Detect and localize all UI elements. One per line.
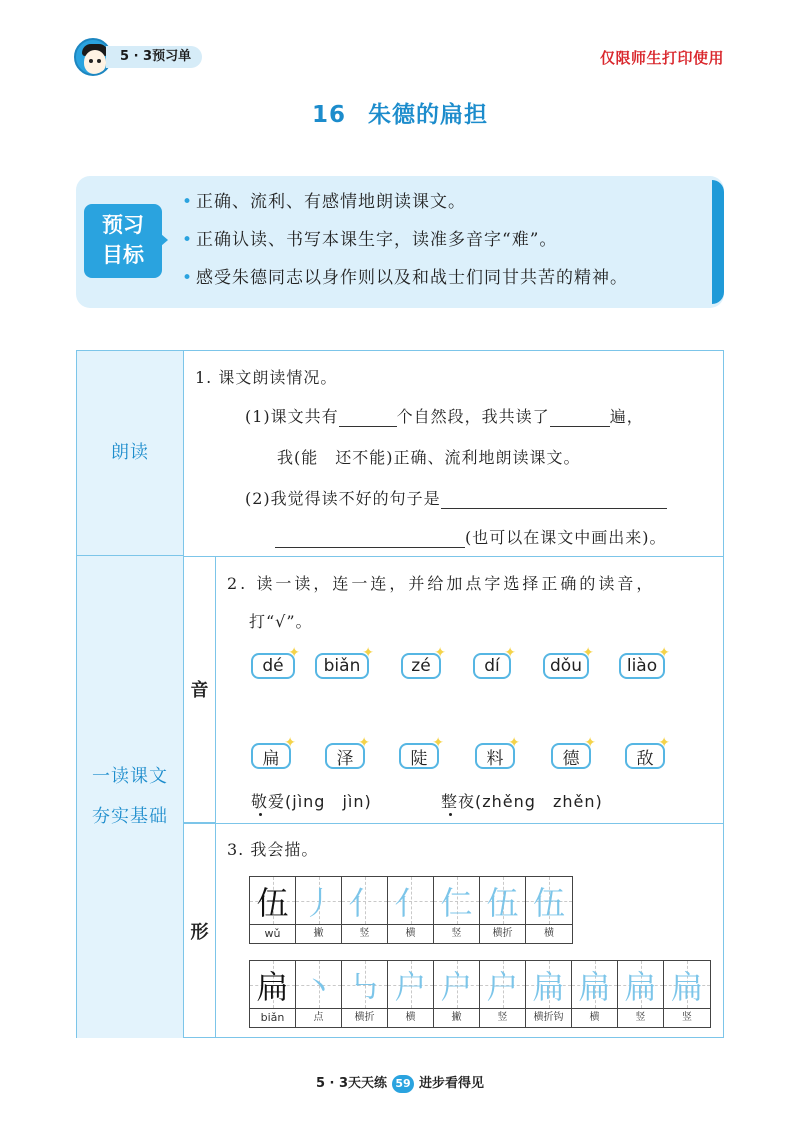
hanzi-card[interactable] — [251, 735, 296, 769]
objective-item: • 正确、流利、有感情地朗读课文。 — [182, 190, 628, 228]
question-1c-cont — [275, 525, 667, 548]
pinyin-text: zé — [411, 656, 431, 676]
stroke-name: 竖 — [480, 1009, 526, 1027]
choice-2-word: 整夜 — [441, 792, 476, 811]
answer-blank-sentence[interactable] — [441, 491, 667, 509]
exercise-table — [76, 350, 724, 1038]
objective-item: • 感受朱德同志以身作则以及和战士们同甘共苦的精神。 — [182, 266, 628, 304]
star-icon: ✦ — [504, 645, 516, 661]
pinyin-card[interactable] — [473, 645, 516, 679]
star-icon: ✦ — [288, 645, 300, 661]
answer-blank-sentence-2[interactable] — [275, 530, 465, 548]
lesson-number: 16 — [311, 102, 346, 128]
stroke-name: 竖 — [618, 1009, 664, 1027]
trace-cell[interactable]: 丶 — [296, 961, 342, 1008]
question-1a-text: (1)课文共有 — [245, 407, 339, 426]
question-3: 3. 我会描。 — [227, 840, 319, 859]
grid-cell-main: 扁 — [250, 961, 296, 1008]
grid-pinyin: wǔ — [250, 925, 296, 943]
category-basics — [77, 556, 184, 1038]
stroke-name: 撇 — [434, 1009, 480, 1027]
star-icon: ✦ — [584, 735, 596, 751]
grid-pinyin: biǎn — [250, 1009, 296, 1027]
stroke-name: 横 — [388, 925, 434, 943]
section-divider — [184, 823, 723, 824]
trace-cell[interactable]: 户 — [480, 961, 526, 1008]
grid-cell-main: 伍 — [250, 877, 296, 924]
trace-cell[interactable]: 仁 — [434, 877, 480, 924]
question-1a-text: 遍， — [609, 407, 644, 426]
stroke-name: 点 — [296, 1009, 342, 1027]
stroke-grid-wu — [249, 876, 573, 944]
objectives-panel — [76, 176, 724, 308]
stroke-name: 撇 — [296, 925, 342, 943]
pinyin-card[interactable] — [619, 645, 670, 679]
trace-cell[interactable]: 丿 — [296, 877, 342, 924]
pinyin-card[interactable] — [543, 645, 594, 679]
footer-slogan: 进步看得见 — [419, 1076, 485, 1091]
question-1b: 我(能 还不能)正确、流利地朗读课文。 — [277, 448, 581, 467]
hanzi-text: 料 — [486, 748, 504, 769]
page-number: 59 — [392, 1075, 414, 1093]
lesson-title — [0, 96, 800, 129]
emphasis-dot — [259, 813, 262, 816]
trace-cell[interactable]: 扁 — [618, 961, 664, 1008]
question-1c-text: (2)我觉得读不好的句子是 — [245, 489, 441, 508]
pinyin-text: dé — [262, 656, 284, 676]
trace-cell[interactable]: ㇉ — [342, 961, 388, 1008]
question-1c — [245, 486, 667, 509]
star-icon: ✦ — [432, 735, 444, 751]
trace-cell[interactable]: 扁 — [526, 961, 572, 1008]
trace-cell[interactable]: 户 — [434, 961, 480, 1008]
pinyin-card[interactable] — [251, 645, 300, 679]
trace-cell[interactable]: 扁 — [664, 961, 710, 1008]
stroke-name: 横 — [572, 1009, 618, 1027]
stroke-name: 横 — [388, 1009, 434, 1027]
hanzi-card[interactable] — [625, 735, 670, 769]
stroke-grid-bian — [249, 960, 711, 1028]
stroke-name: 横折 — [480, 925, 526, 943]
objective-item: • 正确认读、书写本课生字，读准多音字“难”。 — [182, 228, 628, 266]
question-1: 1. 课文朗读情况。 — [195, 368, 338, 387]
pinyin-card[interactable] — [315, 645, 374, 679]
stroke-name: 竖 — [342, 925, 388, 943]
hanzi-text: 敌 — [636, 748, 654, 769]
pinyin-text: biǎn — [323, 656, 361, 676]
trace-cell[interactable]: 亻 — [388, 877, 434, 924]
category-basics-line2: 夯实基础 — [92, 806, 168, 827]
lesson-name: 朱德的扁担 — [368, 102, 488, 128]
section-divider — [184, 556, 723, 557]
choice-1-options[interactable]: (jìng jìn) — [285, 792, 372, 811]
stroke-name: 横折 — [342, 1009, 388, 1027]
trace-cell[interactable]: 伍 — [480, 877, 526, 924]
footer-brand: 5 · 3天天练 — [315, 1076, 388, 1091]
choice-2 — [441, 789, 603, 812]
star-icon: ✦ — [284, 735, 296, 751]
star-icon: ✦ — [358, 735, 370, 751]
hanzi-text: 陡 — [410, 748, 428, 769]
print-notice: 仅限师生打印使用 — [599, 49, 724, 67]
choice-1 — [251, 789, 372, 812]
pinyin-card[interactable] — [401, 645, 446, 679]
emphasis-dot — [449, 813, 452, 816]
pinyin-text: dǒu — [550, 656, 582, 676]
objectives-side-bar — [712, 180, 724, 304]
star-icon: ✦ — [362, 645, 374, 661]
subcategory-sound: 音 — [184, 556, 216, 823]
hanzi-card[interactable] — [399, 735, 444, 769]
question-2-line1: 2. 读一读，连一连，并给加点字选择正确的读音， — [227, 574, 656, 593]
hanzi-card[interactable] — [551, 735, 596, 769]
choice-1-word: 敬爱 — [251, 792, 286, 811]
objectives-list — [182, 190, 628, 304]
star-icon: ✦ — [658, 645, 670, 661]
hanzi-card[interactable] — [325, 735, 370, 769]
answer-blank-paragraphs[interactable] — [339, 409, 397, 427]
question-1a — [245, 404, 644, 427]
stroke-name: 竖 — [434, 925, 480, 943]
trace-cell[interactable]: 户 — [388, 961, 434, 1008]
trace-cell[interactable]: 扁 — [572, 961, 618, 1008]
choice-2-options[interactable]: (zhěng zhěn) — [475, 792, 603, 811]
hanzi-text: 德 — [562, 748, 580, 769]
category-reading: 朗读 — [77, 351, 184, 556]
hanzi-text: 扁 — [262, 748, 280, 769]
category-basics-line1: 一读课文 — [92, 766, 168, 787]
objectives-badge-line1: 预习 — [102, 213, 144, 237]
trace-cell[interactable]: 伍 — [526, 877, 572, 924]
pinyin-text: dí — [484, 656, 500, 676]
trace-cell[interactable]: 亻 — [342, 877, 388, 924]
answer-blank-times[interactable] — [550, 409, 610, 427]
star-icon: ✦ — [582, 645, 594, 661]
question-2-line2: 打“√”。 — [249, 612, 313, 631]
star-icon: ✦ — [434, 645, 446, 661]
objectives-badge — [84, 204, 162, 278]
stroke-name: 竖 — [682, 1012, 692, 1023]
hanzi-card[interactable] — [475, 735, 520, 769]
stroke-name: 横折钩 — [526, 1009, 572, 1027]
question-1a-text: 个自然段，我共读了 — [396, 407, 550, 426]
stroke-name: 横 — [544, 928, 554, 939]
objectives-badge-line2: 目标 — [102, 243, 144, 267]
subcategory-shape: 形 — [184, 823, 216, 1038]
question-1c-suffix: (也可以在课文中画出来)。 — [465, 528, 667, 547]
page-footer — [0, 1072, 800, 1093]
pinyin-text: liào — [626, 656, 658, 676]
hanzi-text: 泽 — [336, 748, 354, 769]
star-icon: ✦ — [508, 735, 520, 751]
star-icon: ✦ — [658, 735, 670, 751]
brand-label: 5 · 3预习单 — [106, 46, 202, 68]
